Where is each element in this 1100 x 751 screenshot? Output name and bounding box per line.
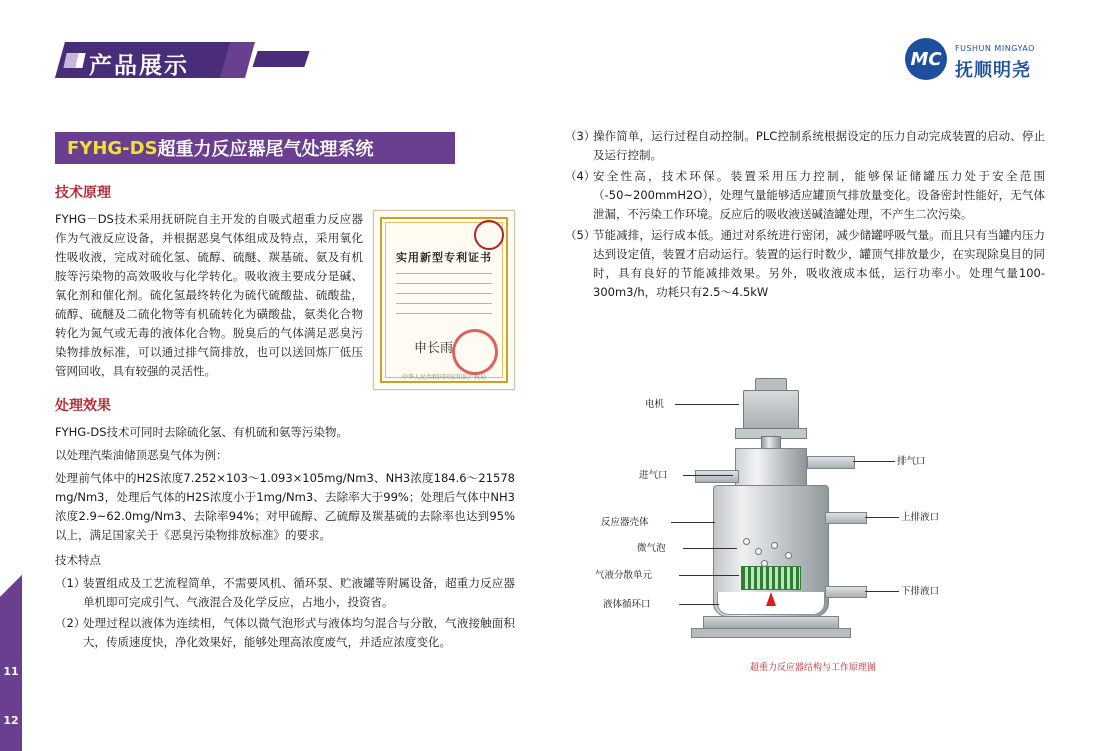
effect-paragraph-2: 以处理汽柴油储顶恶臭气体为例： xyxy=(55,448,228,462)
effect-paragraph-1: FYHG-DS技术可同时去除硫化氢、有机硫和氨等污染物。 xyxy=(55,425,349,439)
left-numbered-list xyxy=(55,574,515,652)
right-numbered-list xyxy=(565,127,1045,302)
list-item-text: 操作简单，运行过程自动控制。PLC控制系统根据设定的压力自动完成装置的启动、停止及运行控制。 xyxy=(593,129,1045,162)
label-motor: 电机 xyxy=(645,399,665,410)
list-item-number: （3） xyxy=(565,129,596,143)
page-title xyxy=(55,132,455,164)
list-item xyxy=(565,127,1045,165)
section-heading-effect: 处理效果 xyxy=(55,398,111,414)
leader-line xyxy=(683,548,737,549)
header-banner xyxy=(55,42,255,82)
page-title-rest: 超重力反应器尾气处理系统 xyxy=(157,139,374,160)
principle-paragraph: FYHG－DS技术采用抚研院自主开发的自吸式超重力反应器作为气液反应设备，并根据恶臭气体组成及特点，采用氧化性吸收液，完成对硫化氢、硫醇、硫醚、羰基硫、氨及有机胺等污染物的高效吸收与化学转化。吸收液主要成分是碱、氧化剂和催化剂。硫化氢最终转化为硫代硫酸盐、硫酸盐，硫醇、硫醚及二硫化物等有机硫转化为磺酸盐，氨类化合物转化为氮气或无毒的液体化合物。脱臭后的气体满足恶臭污染物排放标准，可以通过排气筒排放，也可以送回炼厂低压管网回收，具有较强的灵活性。 xyxy=(55,212,363,378)
banner-tail-shape xyxy=(252,51,309,67)
certificate-signature: 申长雨 xyxy=(414,341,454,356)
exhaust-outlet-shape xyxy=(807,456,855,469)
label-reactor-body: 反应器壳体 xyxy=(601,517,649,528)
label-exhaust-outlet: 排气口 xyxy=(897,456,926,467)
lower-liquid-outlet-shape xyxy=(825,586,867,598)
label-lower-liquid-outlet: 下排液口 xyxy=(901,586,940,597)
page-number-right: 12 xyxy=(3,714,19,727)
principle-block xyxy=(55,210,515,381)
section-heading-principle: 技术原理 xyxy=(55,185,111,201)
header-banner-title: 产品展示 xyxy=(89,53,189,79)
base-feet-shape xyxy=(691,628,851,638)
certificate-footer: 中华人民共和国国家知识产权局 xyxy=(401,374,486,381)
label-upper-liquid-outlet: 上排液口 xyxy=(901,512,940,523)
effect-paragraph-3: 处理前气体中的H2S浓度7.252×103～1.093×105mg/Nm3、NH3浓度184.6～21578 mg/Nm3，处理后气体的H2S浓度小于1mg/Nm3、去除率大于99%；处理后气体中NH3浓度2.9~62.0mg/Nm3、去除率94%；对甲硫醇、乙硫醇及羰基硫的去除率也达到95%以上，满足国家关于《恶臭污染物排放标准》的要求。 xyxy=(55,471,515,542)
leader-line xyxy=(679,575,739,576)
logo-chinese-name: 抚顺明尧 xyxy=(955,60,1031,81)
logo-english-name: FUSHUN MINGYAO xyxy=(955,44,1035,53)
right-column xyxy=(565,125,1045,304)
list-item xyxy=(55,574,515,612)
leader-line xyxy=(853,461,895,462)
list-item-text: 安全性高，技术环保。装置采用压力控制，能够保证储罐压力处于安全范围（-50~200mmH2O），处理气量能够适应罐顶气排放量变化。设备密封性能好，无气体泄漏，不污染工作环境。反应后的吸收液送碱渣罐处理，不产生二次污染。 xyxy=(593,169,1045,221)
flow-arrow-icon xyxy=(766,592,776,606)
label-micro-bubble: 微气泡 xyxy=(637,543,666,554)
leader-line xyxy=(865,591,899,592)
leader-line xyxy=(671,522,715,523)
list-item-text: 节能减排，运行成本低。通过对系统进行密闭，减少储罐呼吸气量。而且只有当罐内压力达到设定值，装置才启动运行。装置的运行时数少，罐顶气排放量少，在实现除臭目的同时，具有良好的节能减排效果。另外，吸收液成本低，运行功率小。处理气量100-300m3/h，功耗只有2.5～4.5kW xyxy=(593,228,1045,299)
label-gas-liquid-dispersion-unit: 气液分散单元 xyxy=(595,570,653,581)
certificate-title: 实用新型专利证书 xyxy=(396,251,492,264)
logo-mark-icon: MC xyxy=(905,38,947,80)
list-item xyxy=(565,226,1045,302)
reactor-diagram xyxy=(575,370,1045,700)
motor-shape xyxy=(743,390,799,430)
page-number-left: 11 xyxy=(3,665,19,678)
diagram-caption: 超重力反应器结构与工作原理图 xyxy=(749,663,876,673)
list-item xyxy=(55,614,515,652)
tech-features-heading: 技术特点 xyxy=(55,553,101,567)
list-item-number: （5） xyxy=(565,228,596,242)
list-item-number: （1） xyxy=(55,576,86,590)
list-item-text: 处理过程以液体为连续相，气体以微气泡形式与液体均匀混合与分散，气液接触面积大，传质速度快，净化效果好，能够处理高浓度废气，并适应浓度变化。 xyxy=(83,616,515,649)
leader-line xyxy=(679,604,719,605)
gas-inlet-shape xyxy=(695,470,739,483)
certificate-image xyxy=(373,210,515,390)
list-item-number: （2） xyxy=(55,616,86,630)
label-gas-inlet: 进气口 xyxy=(639,470,668,481)
list-item xyxy=(565,167,1045,224)
left-column xyxy=(55,182,515,654)
list-item-number: （4） xyxy=(565,169,596,183)
upper-liquid-outlet-shape xyxy=(825,512,867,524)
company-logo xyxy=(905,38,1055,82)
gas-liquid-dispersion-unit-shape xyxy=(741,566,801,590)
leader-line xyxy=(683,475,733,476)
certificate-seal-icon xyxy=(474,220,504,250)
leader-line xyxy=(865,517,899,518)
list-item-text: 装置组成及工艺流程简单，不需要风机、循环泵、贮液罐等附属设备，超重力反应器单机即可完成引气、气液混合及化学反应，占地小，投资省。 xyxy=(83,576,515,609)
leader-line xyxy=(675,404,739,405)
page-title-highlight: FYHG-DS xyxy=(67,137,158,159)
label-liquid-circulation-port: 液体循环口 xyxy=(603,599,651,610)
